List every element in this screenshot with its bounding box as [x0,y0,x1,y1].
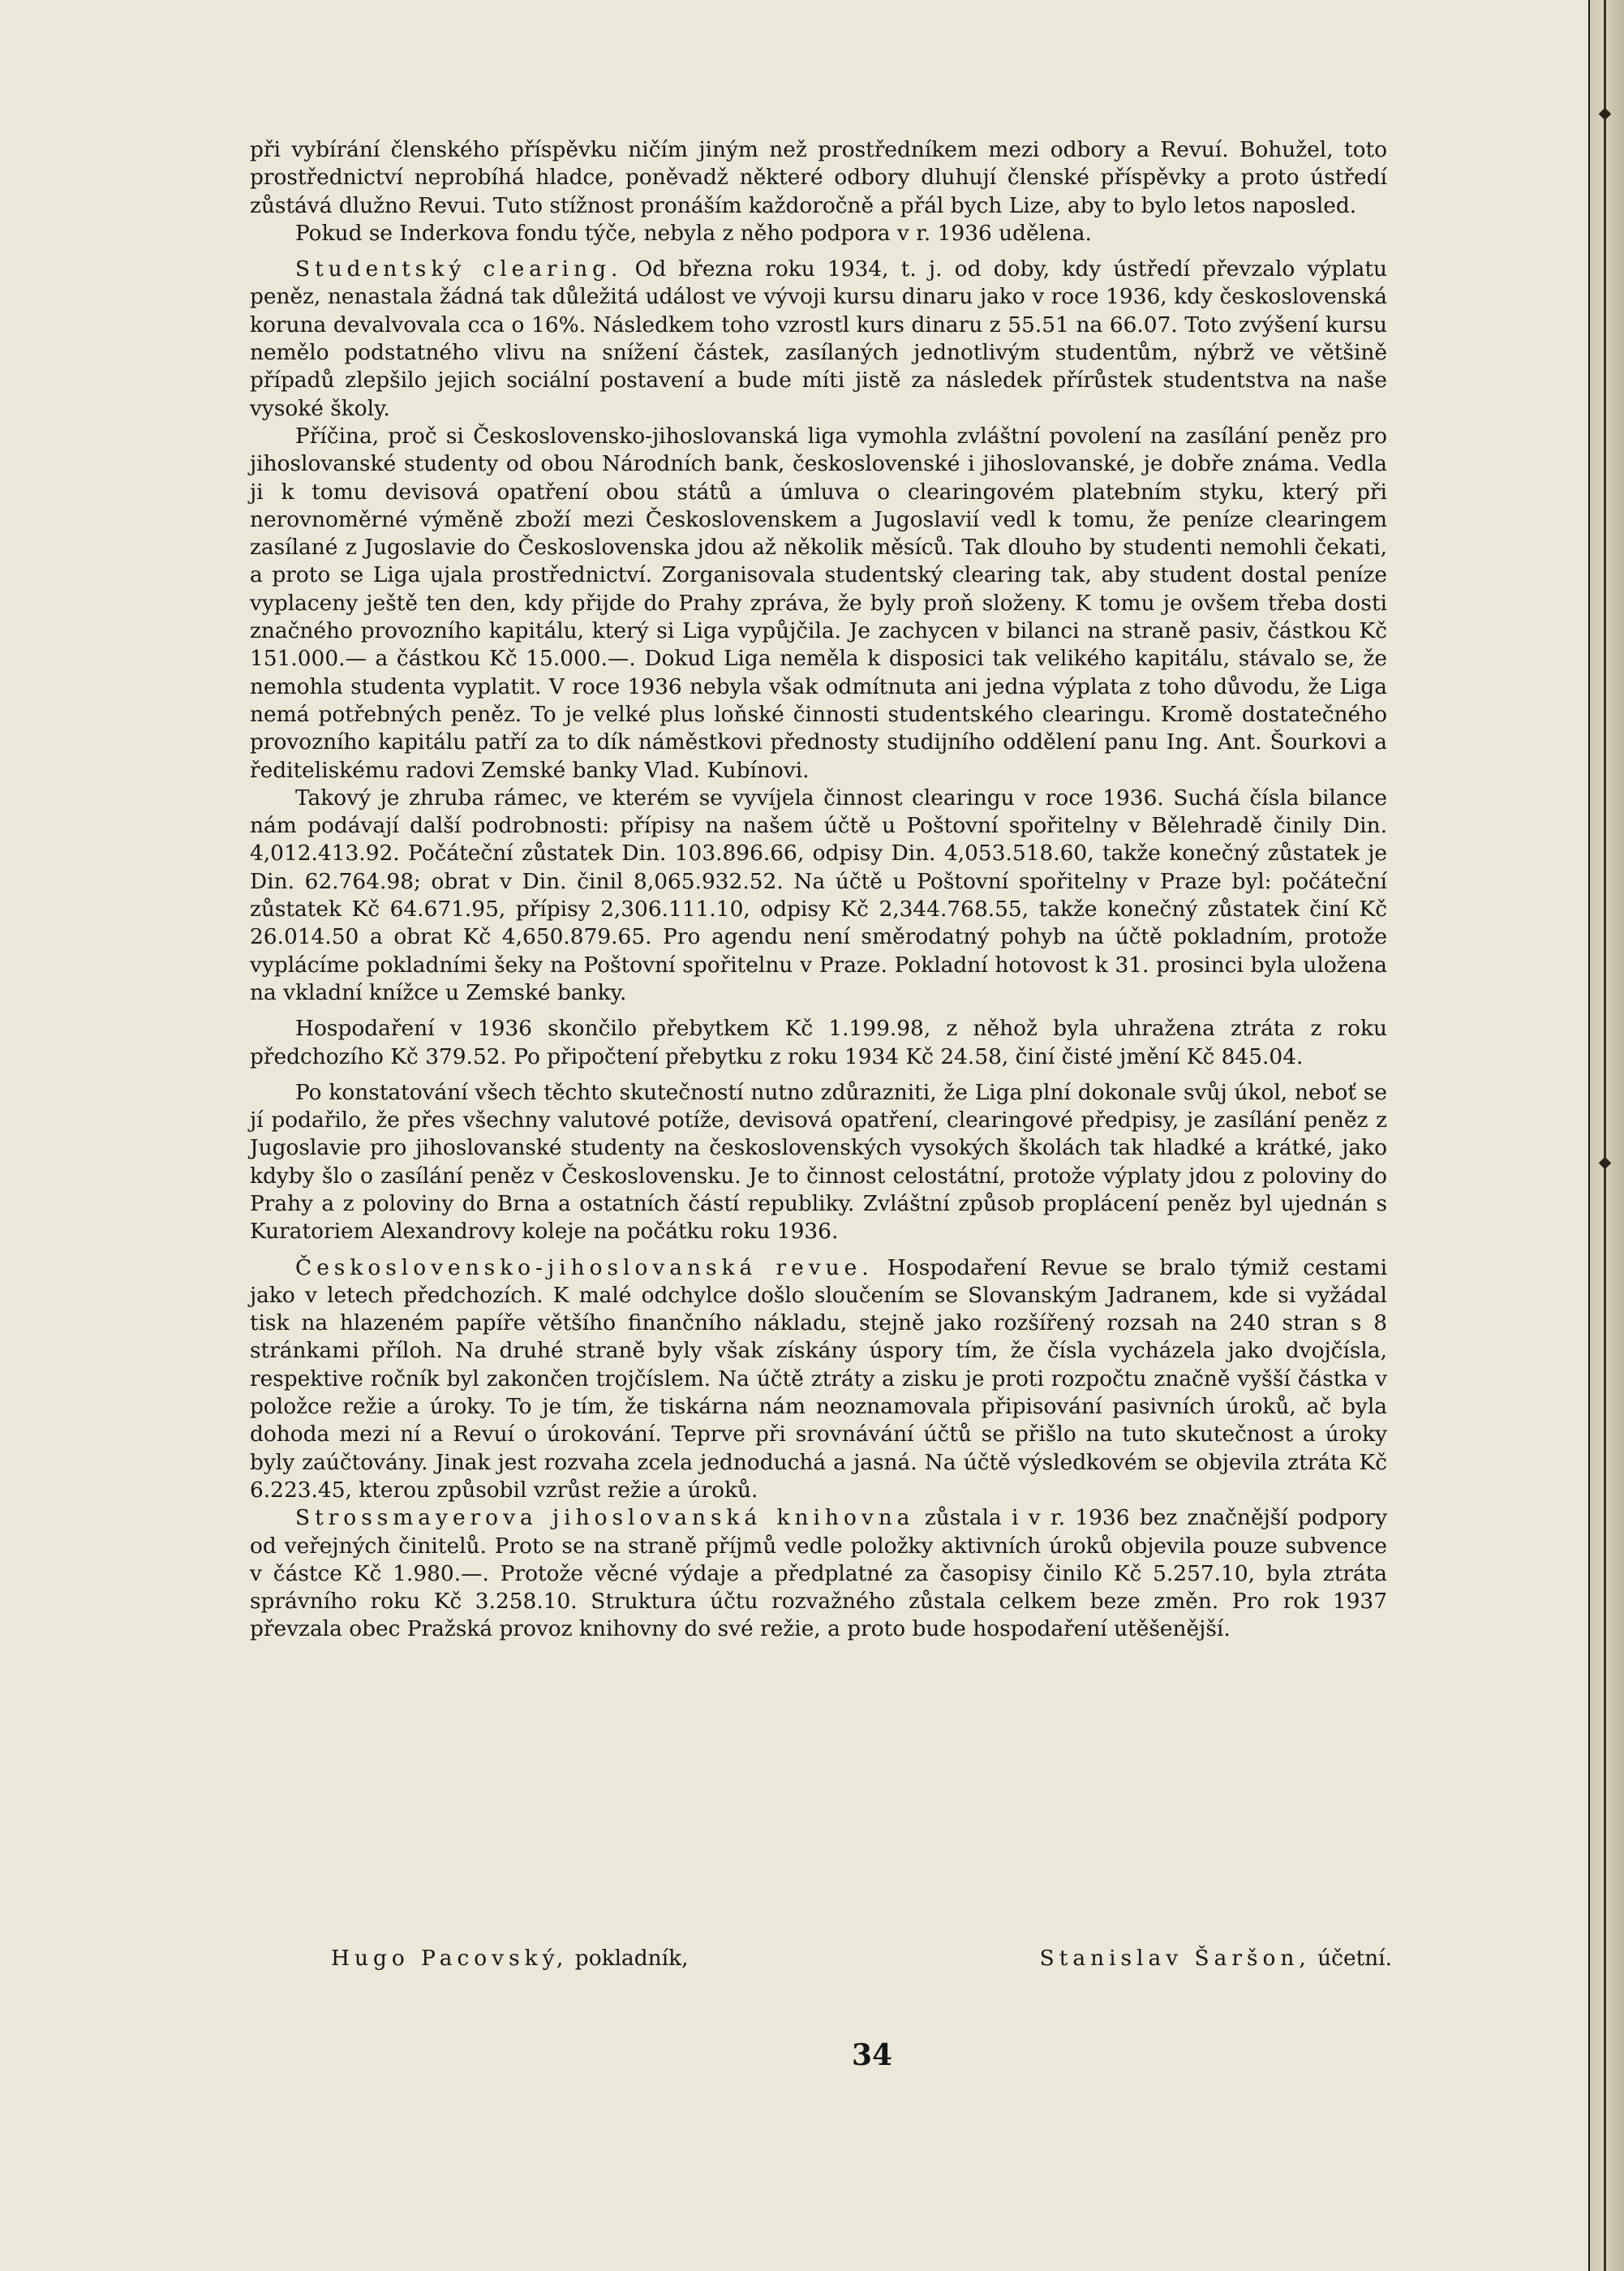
signature-accountant [1040,1945,1392,1972]
paragraph-library-text: zůstala i v r. 1936 bez značnější podpory od veřejných činitelů. Proto se na straně příjmů vedle položky aktivních úroků objevila pouze subvence v částce Kč 1.980.—. Protože věcné výdaje a předplatné za časopisy činilo Kč 5.257.10, byla ztráta správního roku Kč 3.258.10. Struktura účtu rozvažného zůstala celkem beze změn. Pro rok 1937 převzala obec Pražská provoz knihovny do své režie, a proto bude hospodaření utěšenější. [250,1505,1388,1642]
paragraph-membership-fees: při vybírání členského příspěvku ničím jiným než prostředníkem mezi odbory a Revuí. Bohužel, toto prostřednictví neprobíhá hladce, poněvadž některé odbory dluhují členské příspěvky a proto ústředí zůstává dlužno Revui. Tuto stížnost pronáším každoročně a přál bych Lize, aby to bylo letos naposled. [250,137,1387,218]
paragraph-student-clearing [250,256,1387,423]
section-heading-library: Strossmayerova jihoslovanská knihovna [295,1505,915,1531]
paragraph-student-clearing-text: Od března roku 1934, t. j. od doby, kdy ústředí převzalo výplatu peněz, nenastala žádná tak důležitá událost ve vývoji kursu dinaru jako v roce 1936, kdy československá koruna devalvovala cca o 16%. Následkem toho vzrostl kurs dinaru z 55.51 na 66.07. Toto zvýšení kursu nemělo podstatného vlivu na snížení částek, zasílaných jednotlivým studentům, nýbrž ve většině případů zlepšilo jejich sociální postavení a bude míti jistě za následek přírůstek studentstva na naše vysoké školy. [250,256,1387,421]
paragraph-conclusion: Po konstatování všech těchto skutečností nutno zdůrazniti, že Liga plní dokonale svůj úkol, neboť se jí podařilo, že přes všechny valutové potíže, devisová opatření, clearingové předpisy, je zasílání peněz z Jugoslavie pro jihoslovanské studenty na československých vysokých školách tak hladké a krátké, jako kdyby šlo o zasílání peněz v Československu. Je to činnost celostátní, protože výplaty jdou z poloviny do Prahy a z poloviny do Brna a ostatních částí republiky. Zvláštní způsob proplácení peněz byl ujednán s Kuratoriem Alexandrovy koleje na počátku roku 1936. [250,1079,1387,1245]
scan-edge [1590,0,1624,2271]
paragraph-library [250,1504,1387,1643]
paragraph-surplus: Hospodaření v 1936 skončilo přebytkem Kč 1.199.98, z něhož byla uhražena ztráta z roku předchozího Kč 379.52. Po připočtení přebytku z roku 1934 Kč 24.58, činí čisté jmění Kč 845.04. [250,1016,1387,1069]
paragraph-clearing-balance: Takový je zhruba rámec, ve kterém se vyvíjela činnost clearingu v roce 1936. Suchá čísla bilance nám podávají další podrobnosti: přípisy na našem účtě u Poštovní spořitelny v Bělehradě činily Din. 4,012.413.92. Počáteční zůstatek Din. 103.896.66, odpisy Din. 4,053.518.60, takže konečný zůstatek je Din. 62.764.98; obrat v Din. činil 8,065.932.52. Na účtě u Poštovní spořitelny v Praze byl: počáteční zůstatek Kč 64.671.95, přípisy 2,306.111.10, odpisy Kč 2,344.768.55, takže konečný zůstatek činí Kč 26.014.50 a obrat Kč 4,650.879.65. Pro agendu není směrodatný pohyb na účtě pokladním, protože vyplácíme pokladními šeky na Poštovní spořitelnu v Praze. Pokladní hotovost k 31. prosinci byla uložena na vkladní knížce u Zemské banky. [250,785,1387,1005]
signature-treasurer [331,1945,688,1972]
paragraph-revue [250,1254,1387,1505]
treasurer-name: Hugo Pacovský, [331,1946,569,1971]
scan-edge-mark [1599,108,1612,121]
scan-edge-line [1604,0,1606,2271]
section-heading-student-clearing: Studentský clearing. [295,256,623,282]
scan-edge-mark [1599,1157,1612,1170]
paragraph-league-permission: Příčina, proč si Československo-jihoslovanská liga vymohla zvláštní povolení na zasílání peněz pro jihoslovanské studenty od obou Národních bank, československé i jihoslovanské, je dobře známa. Vedla ji k tomu devisová opatření obou států a úmluva o clearingovém platebním styku, který při nerovnoměrné výměně zboží mezi Československem a Jugoslavií vedl k tomu, že peníze clearingem zasílané z Jugoslavie do Československa jdou až několik měsíců. Tak dlouho by studenti nemohli čekati, a proto se Liga ujala prostřednictví. Zorganisovala studentský clearing tak, aby student dostal peníze vyplaceny ještě ten den, kdy přijde do Prahy zpráva, že byly proň složeny. K tomu je ovšem třeba dosti značného provozního kapitálu, který si Liga vypůjčila. Je zachycen v bilanci na straně pasiv, částkou Kč 151.000.— a částkou Kč 15.000.—. Dokud Liga neměla k disposici tak velikého kapitálu, stávalo se, že nemohla studenta vyplatit. V roce 1936 nebyla však odmítnuta ani jedna výplata z toho důvodu, že Liga nemá potřebných peněz. To je velké plus loňské činnosti studentského clearingu. Kromě dostatečného provozního kapitálu patří za to dík náměstkovi přednosty studijního oddělení panu Ing. Ant. Šourkovi a řediteliskému radovi Zemské banky Vlad. Kubínovi. [250,423,1387,783]
accountant-name: Stanislav Šaršon, [1039,1946,1311,1971]
section-heading-revue: Československo-jihoslovanská revue. [295,1254,874,1280]
body-text [250,136,1387,1644]
paragraph-revue-text: Hospodaření Revue se bralo týmiž cestami jako v letech předchozích. K malé odchylce došlo sloučením se Slovanským Jadranem, kde si vyžádal tisk na hlazeném papíře většího finančního nákladu, stejně jako rozšířený rozsah na 240 stran s 8 stránkami příloh. Na druhé straně byly však získány úspory tím, že čísla vycházela jako dvojčísla, respektive ročník byl zakončen trojčíslem. Na účtě ztráty a zisku je proti rozpočtu značně vyšší částka v položce režie a úroky. To je tím, že tiskárna nám neoznamovala připisování pasivních úroků, ač byla dohoda mezi ní a Revuí o úrokování. Teprve při srovnávání účtů se přišlo na tuto skutečnost a úroky byly zaúčtovány. Jinak jest rozvaha zcela jednoduchá a jasná. Na účtě výsledkovém se objevila ztráta Kč 6.223.45, kterou způsobil vzrůst režie a úroků. [250,1254,1388,1503]
treasurer-role: pokladník, [574,1946,689,1971]
accountant-role: účetní. [1317,1946,1392,1971]
page-number: 34 [852,2038,893,2072]
paragraph-inderka-fund: Pokud se Inderkova fondu týče, nebyla z něho podpora v r. 1936 udělena. [295,220,1092,246]
